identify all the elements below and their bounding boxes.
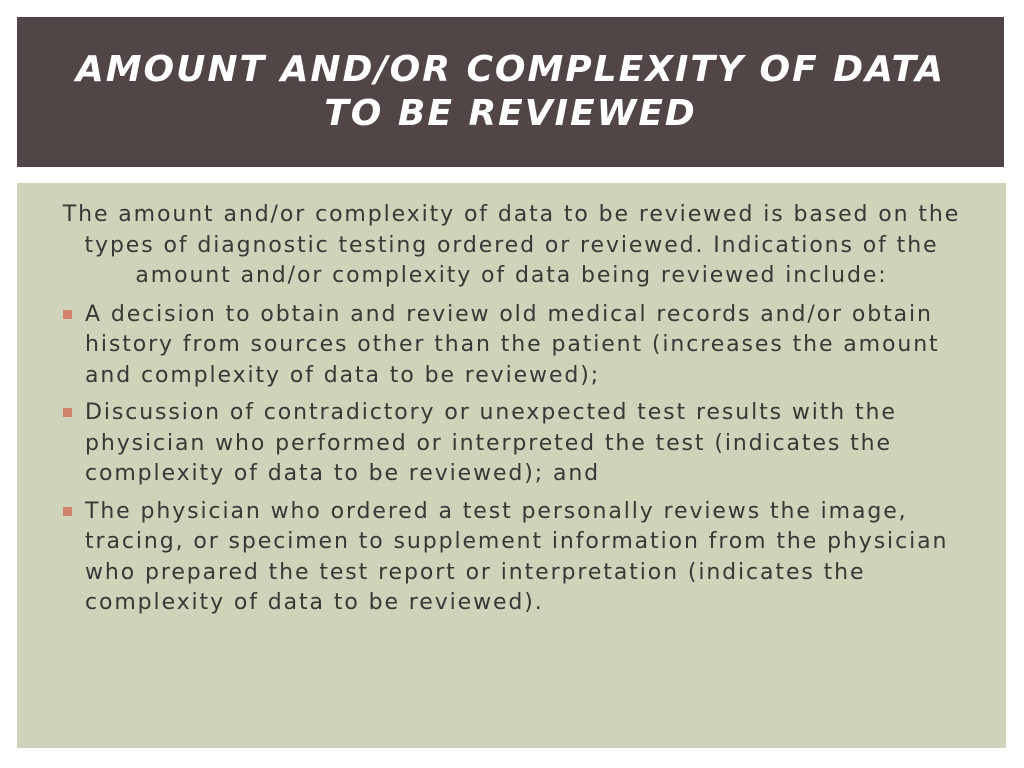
square-bullet-icon xyxy=(63,310,72,319)
slide-title: AMOUNT AND/OR COMPLEXITY OF DATA TO BE REVIEWED xyxy=(75,49,946,134)
bullet-item xyxy=(51,300,972,392)
bullet-list xyxy=(51,300,972,619)
content-box xyxy=(17,183,1006,748)
bullet-text: The physician who ordered a test personally reviews the image, tracing, or specimen to supplement information from the physician who prepared the test report or interpretation (indicates the complexity of data to be reviewed). xyxy=(85,498,949,615)
bullet-item xyxy=(51,398,972,490)
bullet-text: A decision to obtain and review old medical records and/or obtain history from sources other than the patient (increases the amount and complexity of data to be reviewed); xyxy=(85,301,940,388)
intro-paragraph: The amount and/or complexity of data to be reviewed is based on the types of diagnostic testing ordered or reviewed. Indications of the amount and/or complexity of data being reviewed include: xyxy=(62,202,961,288)
title-bar xyxy=(17,17,1004,167)
square-bullet-icon xyxy=(63,507,72,516)
bullet-item xyxy=(51,497,972,619)
square-bullet-icon xyxy=(63,408,72,417)
bullet-text: Discussion of contradictory or unexpected test results with the physician who performed or interpreted the test (indicates the complexity of data to be reviewed); and xyxy=(85,400,897,486)
